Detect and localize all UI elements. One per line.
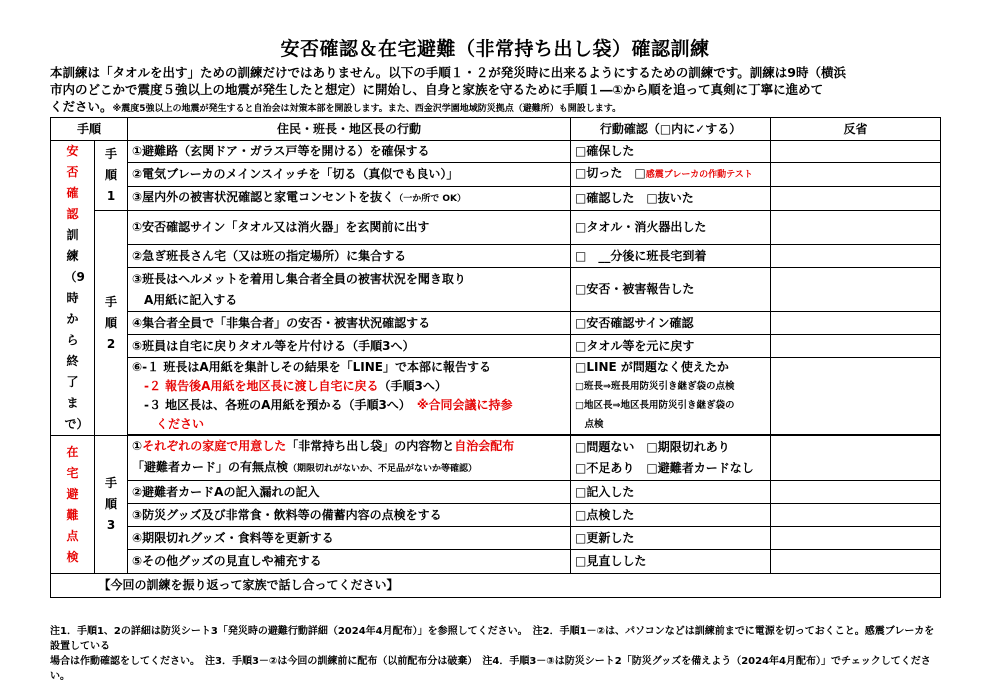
step-2-label: 手順2 xyxy=(95,211,128,436)
intro-note: ※震度5強以上の地震が発生すると自治会は対策本部を開設します。また、西金沢学園地域防災拠点（避難所）も開設します。 xyxy=(112,104,622,114)
table-row xyxy=(51,481,941,504)
intro-line-1: 本訓練は「タオルを出す」ための訓練だけではありません。以下の手順１・２が発災時に出来るようにするための訓練です。訓練は9時（横浜 xyxy=(50,65,846,80)
table-row xyxy=(51,550,941,574)
check-cell[interactable]: □見直しした xyxy=(571,550,771,574)
check-cell[interactable]: □記入した xyxy=(571,481,771,504)
section-anpi-label xyxy=(51,141,95,436)
section-zaitaku-label: 在宅避難点検 xyxy=(51,436,95,574)
section-anpi-sub: 訓練（9時から終了まで） xyxy=(64,228,89,431)
page-title: 安否確認＆在宅避難（非常持ち出し袋）確認訓練 xyxy=(280,38,710,60)
table-row xyxy=(51,187,941,211)
step-3-label: 手順3 xyxy=(95,436,128,574)
check-cell[interactable]: □確保した xyxy=(571,141,771,163)
review-cell[interactable] xyxy=(771,527,941,550)
footnote-line-1: 注1．手順1、2の詳細は防災シート3「発災時の避難行動詳細（2024年4月配布）」を参照してください。 注2．手順1－②は、パソコンなどは訓練前までに電源を切っておくこと。感震ブレーカを設置している xyxy=(50,626,935,652)
table-row xyxy=(51,527,941,550)
table-row xyxy=(51,504,941,527)
check-cell[interactable]: □安否確認サイン確認 xyxy=(571,312,771,335)
intro-line-3-main: ください。 xyxy=(50,99,113,114)
check-cell[interactable]: □安否・被害報告した xyxy=(571,268,771,312)
review-cell[interactable] xyxy=(771,268,941,312)
action-cell: ①避難路（玄関ドア・ガラス戸等を開ける）を確保する xyxy=(128,141,571,163)
check-cell[interactable]: □ __分後に班長宅到着 xyxy=(571,245,771,268)
table-header-row xyxy=(51,118,941,141)
header-action: 住民・班長・地区長の行動 xyxy=(128,118,571,141)
section-anpi-red: 安否確認 xyxy=(66,144,79,221)
action-cell: ⑥-１ 班長はA用紙を集計しその結果を「LINE」で本部に報告する -２ 報告後A用紙を地区長に渡し自宅に戻る（手順3へ） -３ 地区長は、各班のA用紙を預かる（手順3へ） ※合同会議に持参 ください xyxy=(128,358,571,435)
header-step: 手順 xyxy=(51,118,128,141)
table-row xyxy=(51,574,941,598)
review-cell[interactable] xyxy=(771,245,941,268)
footnote-line-2: 場合は作動確認をしてください。 注3．手順3－②は今回の訓練前に配布（以前配布分は破棄） 注4．手順3－③は防災シート2「防災グッズを備えよう（2024年4月配布）」でチェックしてください。 xyxy=(50,656,931,682)
intro-line-3 xyxy=(50,98,940,118)
action-cell: ②電気ブレーカのメインスイッチを「切る（真似でも良い）」 xyxy=(128,163,571,187)
table-row xyxy=(51,245,941,268)
table-row xyxy=(51,436,941,481)
breaker-test-note: 感震ブレーカの作動テスト xyxy=(645,170,753,180)
action-cell: ①安否確認サイン「タオル又は消火器」を玄関前に出す xyxy=(128,211,571,245)
action-cell: ④集合者全員で「非集合者」の安否・被害状況確認する xyxy=(128,312,571,335)
table-row xyxy=(51,335,941,358)
review-cell[interactable] xyxy=(771,163,941,187)
check-cell[interactable]: □タオル・消火器出した xyxy=(571,211,771,245)
review-cell[interactable] xyxy=(771,335,941,358)
action-cell: ②急ぎ班長さん宅（又は班の指定場所）に集合する xyxy=(128,245,571,268)
action-cell: ①それぞれの家庭で用意した「非常持ち出し袋」の内容物と自治会配布 「避難者カード」の有無点検（期限切れがないか、不足品がないか等確認） xyxy=(128,436,571,481)
training-table xyxy=(50,117,941,598)
check-cell[interactable]: □確認した □抜いた xyxy=(571,187,771,211)
action-cell: ⑤班員は自宅に戻りタオル等を片付ける（手順3へ） xyxy=(128,335,571,358)
check-cell[interactable]: □切った □感震ブレーカの作動テスト xyxy=(571,163,771,187)
review-cell[interactable] xyxy=(771,187,941,211)
action-cell: ③屋内外の被害状況確認と家電コンセントを抜く（一か所で OK） xyxy=(128,187,571,211)
intro-line-2: 市内のどこかで震度５強以上の地震が発生したと想定）に開始し、自身と家族を守るために手順１―①から順を追って真剣に丁寧に進めて xyxy=(50,82,824,97)
step-1-label: 手順1 xyxy=(95,141,128,211)
review-cell[interactable] xyxy=(771,358,941,435)
table-row xyxy=(51,141,941,163)
table-row xyxy=(51,312,941,335)
check-cell[interactable]: □問題ない □期限切れあり □不足あり □避難者カードなし xyxy=(571,436,771,481)
review-cell[interactable] xyxy=(771,504,941,527)
review-cell[interactable] xyxy=(771,481,941,504)
check-cell[interactable]: □LINE が問題なく使えたか □班長⇒班長用防災引き継ぎ袋の点検 □地区長⇒地区長用防災引き継ぎ袋の 点検 xyxy=(571,358,771,435)
closing-discussion[interactable]: 【今回の訓練を振り返って家族で話し合ってください】 xyxy=(95,574,941,598)
header-check: 行動確認（□内に✓する） xyxy=(571,118,771,141)
table-row xyxy=(51,211,941,245)
table-row xyxy=(51,163,941,187)
review-cell[interactable] xyxy=(771,436,941,481)
check-cell[interactable]: □更新した xyxy=(571,527,771,550)
check-cell[interactable]: □タオル等を元に戻す xyxy=(571,335,771,358)
footnotes xyxy=(50,624,940,684)
action-cell: ③防災グッズ及び非常食・飲料等の備蓄内容の点検をする xyxy=(128,504,571,527)
review-cell[interactable] xyxy=(771,141,941,163)
intro-text xyxy=(50,64,940,118)
action-cell: ⑤その他グッズの見直しや補充する xyxy=(128,550,571,574)
review-cell[interactable] xyxy=(771,550,941,574)
header-review: 反省 xyxy=(771,118,941,141)
review-cell[interactable] xyxy=(771,211,941,245)
action-cell: ②避難者カードAの記入漏れの記入 xyxy=(128,481,571,504)
action-cell: ③班長はヘルメットを着用し集合者全員の被害状況を聞き取り A用紙に記入する xyxy=(128,268,571,312)
check-cell[interactable]: □点検した xyxy=(571,504,771,527)
review-cell[interactable] xyxy=(771,312,941,335)
table-row xyxy=(51,358,941,435)
action-cell: ④期限切れグッズ・食料等を更新する xyxy=(128,527,571,550)
table-row xyxy=(51,268,941,312)
